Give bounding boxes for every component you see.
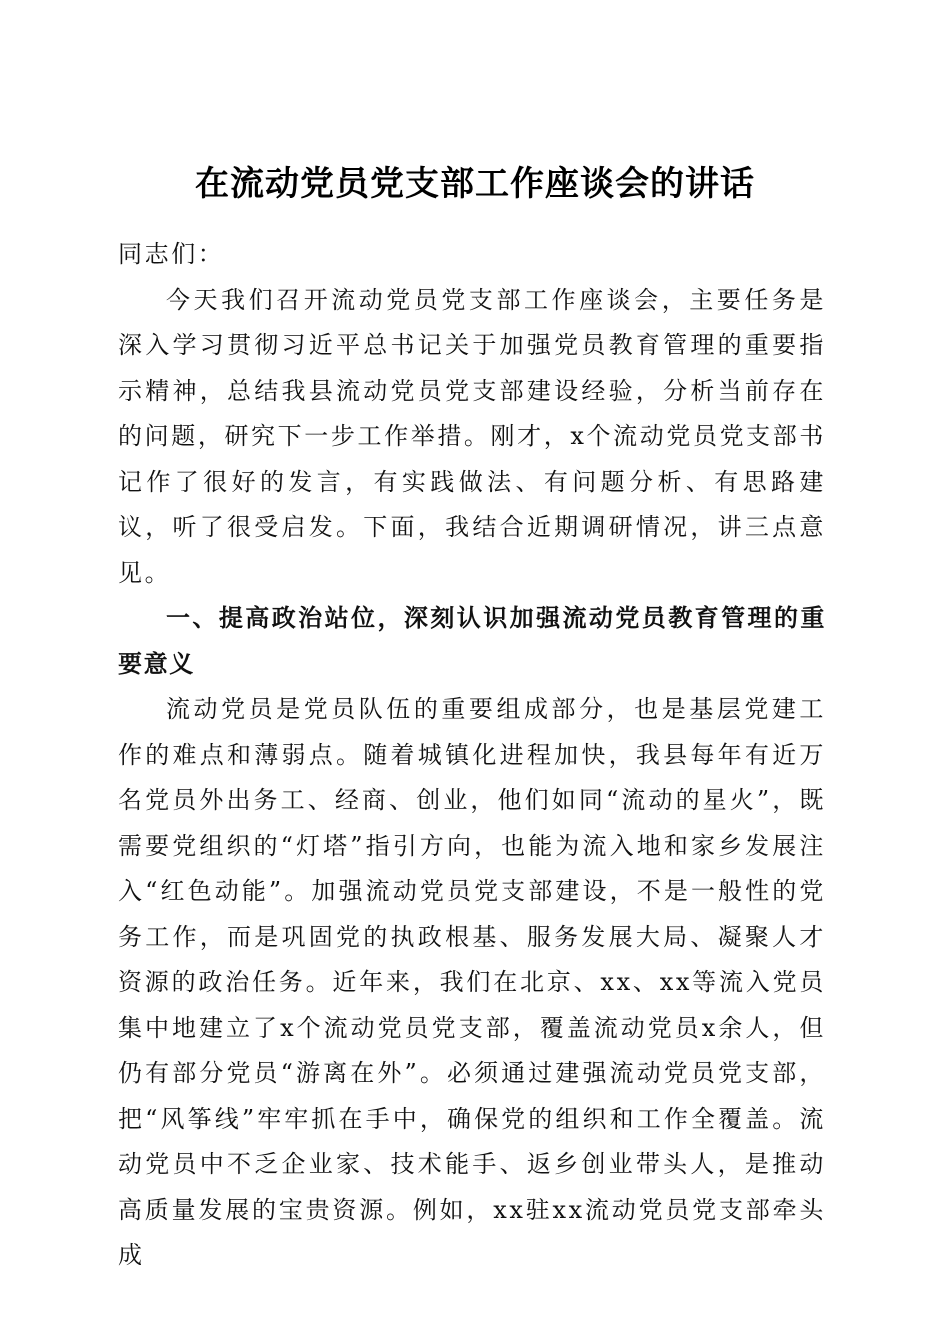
document-title: 在流动党员党支部工作座谈会的讲话	[195, 163, 755, 204]
intro-paragraph: 今天我们召开流动党员党支部工作座谈会，主要任务是深入学习贯彻习近平总书记关于加强党员教育管理的重要指示精神，总结我县流动党员党支部建设经验，分析当前存在的问题，研究下一步工作举措。刚才，x个流动党员党支部书记作了很好的发言，有实践做法、有问题分析、有思路建议，听了很受启发。下面，我结合近期调研情况，讲三点意见。	[118, 285, 826, 587]
salutation: 同志们：	[118, 240, 225, 268]
section-1-paragraph: 流动党员是党员队伍的重要组成部分，也是基层党建工作的难点和薄弱点。随着城镇化进程加快，我县每年有近万名党员外出务工、经商、创业，他们如同“流动的星火”，既需要党组织的“灯塔”指引方向，也能为流入地和家乡发展注入“红色动能”。加强流动党员党支部建设，不是一般性的党务工作，而是巩固党的执政根基、服务发展大局、凝聚人才资源的政治任务。近年来，我们在北京、xx、xx等流入党员集中地建立了x个流动党员党支部，覆盖流动党员x余人，但仍有部分党员“游离在外”。必须通过建强流动党员党支部，把“风筝线”牢牢抓在手中，确保党的组织和工作全覆盖。流动党员中不乏企业家、技术能手、返乡创业带头人，是推动高质量发展的宝贵资源。例如，xx驻xx流动党员党支部牵头成	[118, 695, 826, 1269]
document-body	[118, 232, 826, 1279]
section-heading-1: 一、提高政治站位，深刻认识加强流动党员教育管理的重要意义	[118, 604, 826, 678]
